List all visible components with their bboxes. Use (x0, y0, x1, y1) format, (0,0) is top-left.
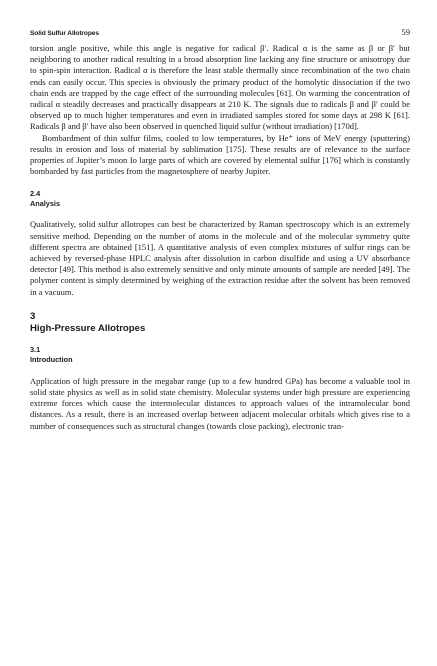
section-number: 3.1 (30, 344, 41, 354)
paragraph-analysis: Qualitatively, solid sulfur allotropes can best be characterized by Raman spectroscopy which is an extremely sensitive method. Depending on the number of atoms in the molecule and of the molecular symmetry quite different spectra are obtained [151]. A quantitative analysis of even complex mixtures of sulfur rings can be achieved by reversed-phase HPLC analysis after dissolution in carbon disulfide and using a UV absorbance detector [49]. This method is also extremely sensitive and only minute amounts of sample are needed [49]. The polymer content is simply determined by weighing of the extraction residue after the solvent has been removed in a vacuum. (30, 219, 410, 297)
page-number: 59 (401, 27, 410, 37)
page (30, 27, 410, 432)
section-number: 3 (30, 310, 36, 322)
paragraph-radicals: torsion angle positive, while this angle is negative for radical β′. Radical α is the same as β or β′ but neighboring to another radical resulting in a broad absorption line lacking any fine structure or anisotropy due to spin-spin interaction. Radical α is therefore the least stable thermally since recombination of the two chain ends can easily occur. This species is obviously the primary product of the homolytic dissociation if the two chain ends are trapped by the cage effect of the surrounding molecules [61]. On warming the concentration of radical α steadily decreases and practically disappears at 210 K. The signals due to radicals β and β′ could be observed up to much higher temperatures and even in irradiated samples stored for some days at 298 K [61]. Radicals β and β′ have also been observed in quenched liquid sulfur (without irradiation) [170d]. (30, 43, 410, 132)
section-title: Introduction (30, 354, 73, 364)
paragraph-bombardment: Bombardment of thin sulfur films, cooled to low temperatures, by He⁺ ions of MeV energy (sputtering) results in erosion and loss of material by sublimation [175]. These results are of relevance to the surface properties of Jupiter’s moon Io large parts of which are covered by elemental sulfur [176] which is constantly bombarded by fast particles from the magnetosphere of nearby Jupiter. (30, 132, 410, 177)
paragraph-introduction: Application of high pressure in the megabar range (up to a few hundred GPa) has become a valuable tool in solid state physics as well as in solid state chemistry. Molecular systems under high pressure are experiencing extreme forces which cause the intermolecular distances to approach values of the intramolecular bond distances. As a result, there is an increased overlap between adjacent molecular orbitals which gives rise to a number of consequences such as structural changes (towards close packing), electronic tran- (30, 375, 410, 431)
section-heading-high-pressure (30, 311, 410, 335)
running-title: Solid Sulfur Allotropes (30, 30, 99, 37)
section-title: High-Pressure Allotropes (30, 322, 146, 334)
section-title: Analysis (30, 199, 61, 209)
section-number: 2.4 (30, 189, 41, 199)
running-header (30, 27, 410, 41)
section-heading-introduction (30, 345, 410, 365)
section-heading-analysis (30, 189, 410, 209)
